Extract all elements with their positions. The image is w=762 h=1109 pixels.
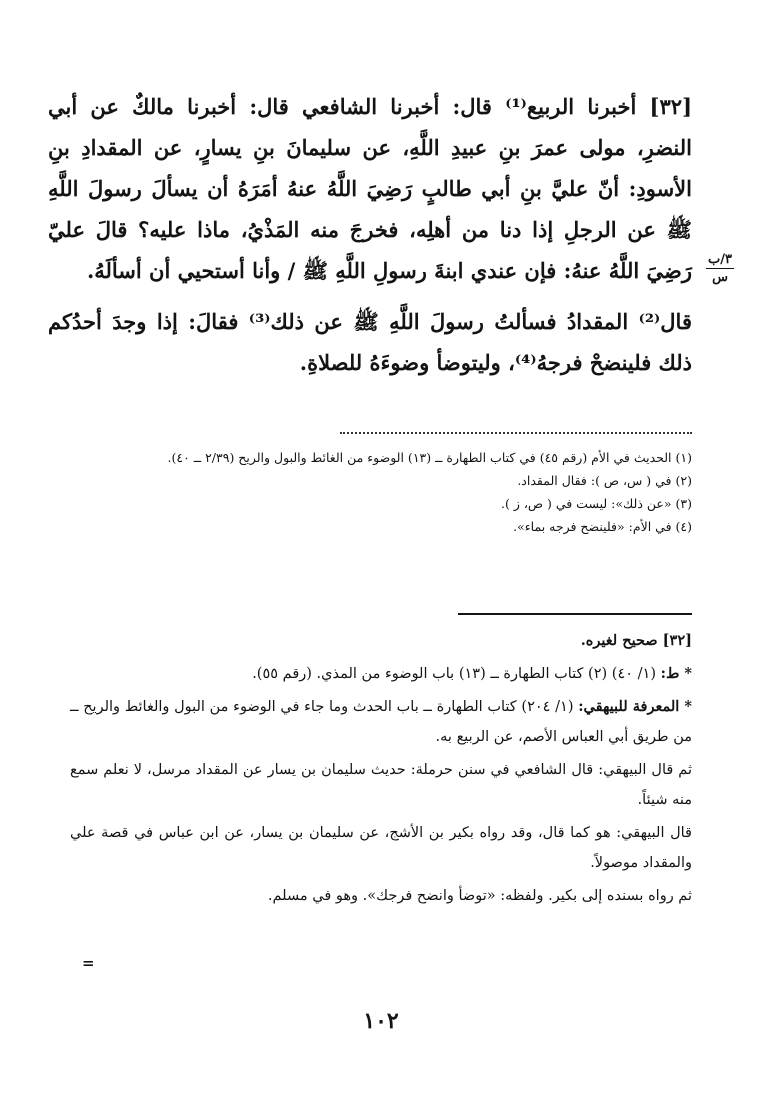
takhrij-text: ثم رواه بسنده إلى بكير. ولفظه: «توضأ وانضح فرجك». وهو في مسلم. xyxy=(267,888,692,904)
footnote-3: (٣) «عن ذلك»: ليست في ( ص، ز ). xyxy=(501,496,692,511)
hadith-text xyxy=(48,86,692,383)
manuscript-folio-marker xyxy=(706,252,734,285)
footnote-separator xyxy=(340,432,692,434)
takhrij-section xyxy=(70,626,692,914)
footnote-2: (٢) في ( س، ص ): فقال المقداد. xyxy=(517,473,692,488)
takhrij-text: (١/ ٢٠٤) كتاب الطهارة ــ باب الحدث وما جاء في الوضوء من البول والغائط والريح ــ من طريق أبي العباس الأصم، عن الربيع به. xyxy=(70,699,692,745)
hadith-paragraph-1: [٣٢] أخبرنا الربيع⁽¹⁾ قال: أخبرنا الشافعي قال: أخبرنا مالكٌ عن أبي النضرِ، مولى عمرَ بنِ عبيدِ اللَّهِ، عن سليمانَ بنِ يسارٍ، عن المقدادِ بنِ الأسودِ: أنّ عليَّ بنِ أبي طالبٍ رَضِيَ اللَّهُ عنهُ أمَرَهُ أن يسألَ رسولَ اللَّهِ ﷺ عن الرجلِ إذا دنا من أهلِه، فخرجَ منه المَذْيُ، ماذا عليه؟ قالَ عليّ رَضِيَ اللَّهُ عنهُ: فإن عندي ابنةَ رسولِ اللَّهِ ﷺ / وأنا أستحيي أن أسألَهُ. xyxy=(48,94,692,283)
manuscript-siglum: س xyxy=(712,270,728,285)
takhrij-lead: * ط: xyxy=(660,665,692,682)
takhrij-separator xyxy=(458,613,692,615)
takhrij-item xyxy=(70,755,692,815)
takhrij-item xyxy=(70,659,692,689)
takhrij-lead: * المعرفة للبيهقي: xyxy=(578,698,692,715)
footnotes xyxy=(70,446,692,538)
page-number: ١٠٢ xyxy=(363,1008,399,1034)
folio-number: ٣/ب xyxy=(708,252,732,267)
takhrij-item xyxy=(70,881,692,911)
takhrij-item xyxy=(70,818,692,878)
hadith-paragraph-2: قال⁽²⁾ المقدادُ فسألتُ رسولَ اللَّهِ ﷺ عن ذلك⁽³⁾ فقالَ: إذا وجدَ أحدُكم ذلك فلينضحْ فرجهُ⁽⁴⁾، وليتوضأ وضوءَهُ للصلاةِ. xyxy=(48,309,692,375)
continuation-mark: = xyxy=(82,954,95,972)
takhrij-text: (١/ ٤٠) (٢) كتاب الطهارة ــ (١٣) باب الوضوء من المذي. (رقم ٥٥). xyxy=(252,666,661,682)
takhrij-text: قال البيهقي: هو كما قال، وقد رواه بكير بن الأشج، عن سليمان بن يسار، عن ابن عباس في قصة علي والمقداد موصولاً. xyxy=(70,825,692,871)
takhrij-text: ثم قال البيهقي: قال الشافعي في سنن حرملة: حديث سليمان بن يسار عن المقداد مرسل، لا نعلم سمع منه شيئاً. xyxy=(70,762,692,808)
takhrij-item xyxy=(70,692,692,752)
footnote-1: (١) الحديث في الأم (رقم ٤٥) في كتاب الطهارة ــ (١٣) الوضوء من الغائط والبول والريح (٢/٣٩ ــ ٤٠). xyxy=(167,450,692,465)
footnote-4: (٤) في الأم: «فلينضح فرجه بماء». xyxy=(513,519,692,534)
takhrij-heading: [٣٢] صحيح لغيره. xyxy=(580,632,692,649)
